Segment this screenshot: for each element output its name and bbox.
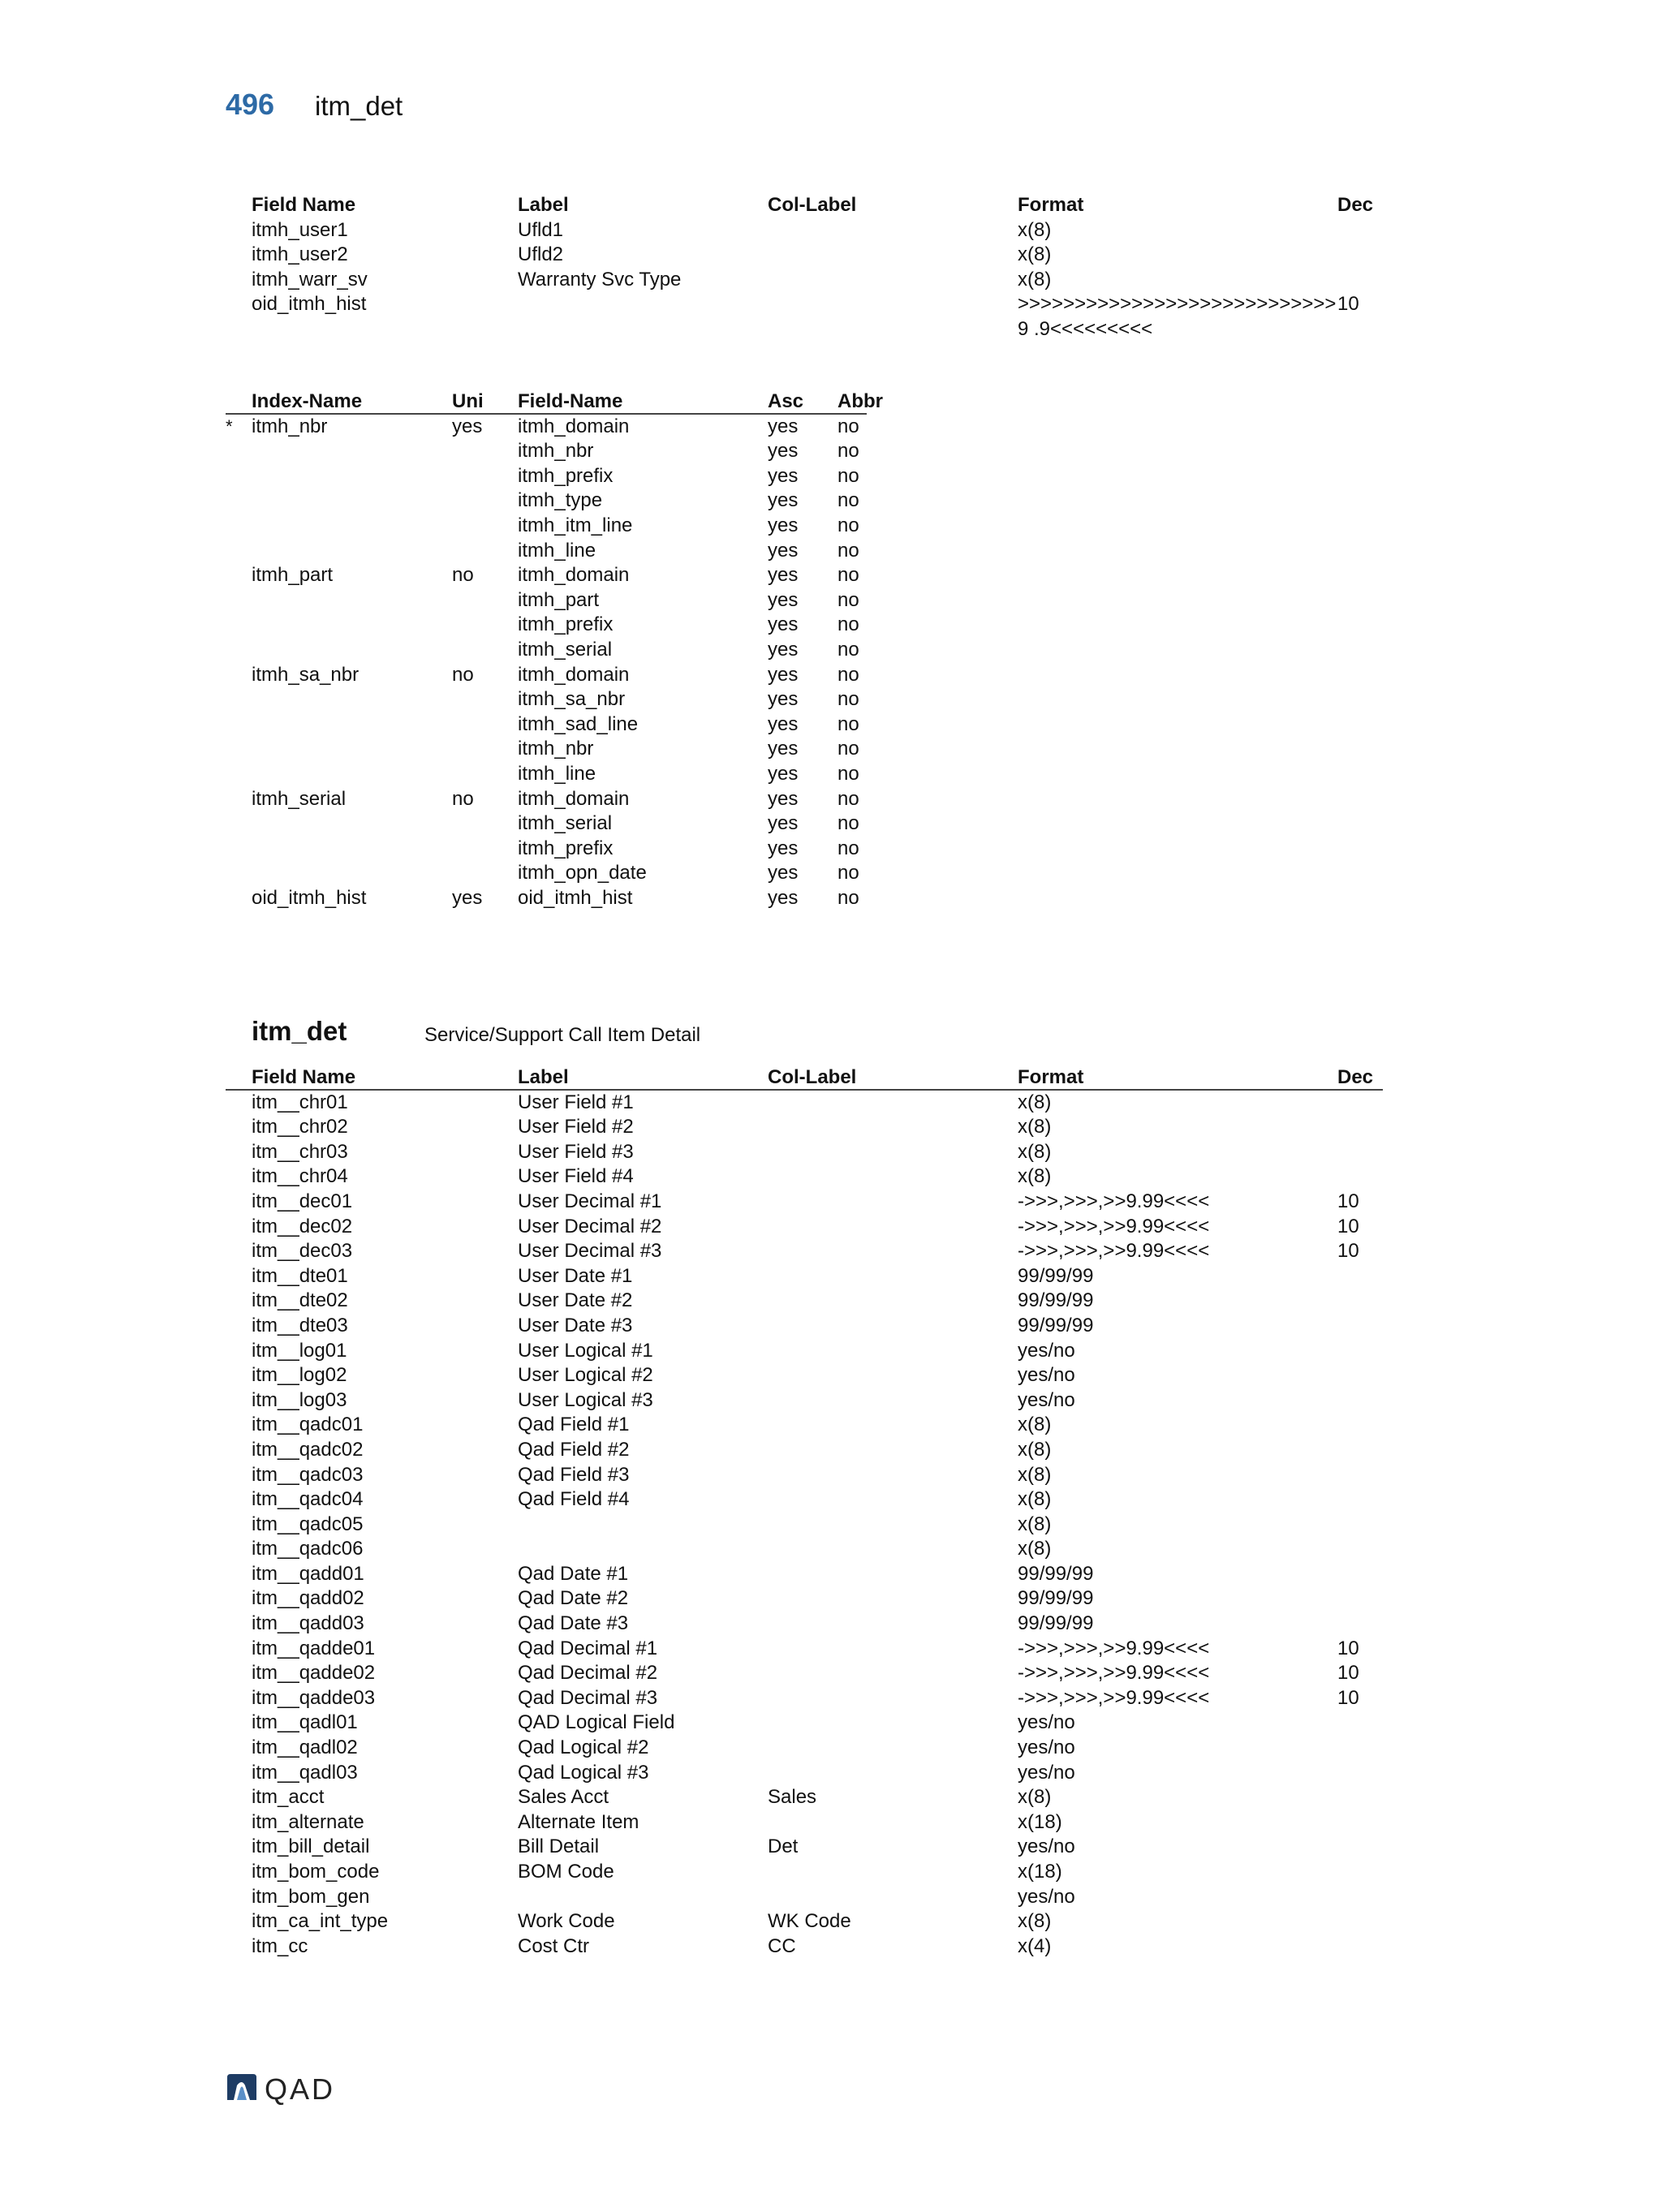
field-name-cell: itmh_user1 (252, 218, 348, 241)
field-name-cell: itmh_serial (518, 812, 613, 835)
field-name-cell: itmh_user2 (252, 243, 348, 266)
format-cell: ->>>,>>>,>>9.99<<<< (1018, 1637, 1210, 1659)
label-cell: Qad Logical #3 (518, 1761, 649, 1784)
format-cell: 99/99/99 (1018, 1587, 1094, 1610)
abbr-cell: no (837, 638, 859, 661)
asc-cell: yes (768, 464, 799, 487)
field-name-cell: itmh_sa_nbr (518, 688, 626, 711)
format-cell: yes/no (1018, 1885, 1075, 1908)
format-cell: x(18) (1018, 1810, 1062, 1833)
field-name-cell: itm__qadc02 (252, 1438, 364, 1461)
field-name-cell: itmh_sad_line (518, 712, 639, 735)
dec-cell: 10 (1337, 1215, 1359, 1237)
col-header-field-name: Field Name (252, 1066, 356, 1088)
field-name-cell: itm__qadc04 (252, 1488, 364, 1511)
label-cell: BOM Code (518, 1861, 614, 1883)
format-cell: x(8) (1018, 1538, 1052, 1560)
label-cell: User Date #3 (518, 1314, 633, 1336)
abbr-cell: no (837, 564, 859, 587)
format-cell: >>>>>>>>>>>>>>>>>>>>>>>>>>>>9 .9<<<<<<<<< (1018, 293, 1337, 340)
field-name-cell: itm__dte01 (252, 1264, 348, 1287)
abbr-cell: no (837, 688, 859, 711)
label-cell: User Field #1 (518, 1091, 634, 1113)
uni-cell: no (452, 663, 474, 686)
field-name-cell: itm_ca_int_type (252, 1910, 389, 1933)
format-cell: x(8) (1018, 1910, 1052, 1933)
label-cell: Qad Field #3 (518, 1463, 630, 1486)
label-cell: QAD Logical Field (518, 1711, 675, 1734)
format-cell: x(8) (1018, 1414, 1052, 1436)
label-cell: User Field #3 (518, 1140, 634, 1163)
format-cell: yes/no (1018, 1339, 1075, 1362)
format-cell: 99/99/99 (1018, 1289, 1094, 1312)
col-header-dec: Dec (1337, 1066, 1374, 1088)
dec-cell: 10 (1337, 1190, 1359, 1212)
primary-index-marker: * (226, 415, 233, 437)
qad-logo-mark-icon (226, 2072, 258, 2102)
format-cell: x(8) (1018, 218, 1052, 241)
col-label-cell: WK Code (768, 1910, 851, 1933)
format-cell: x(8) (1018, 1116, 1052, 1138)
format-cell: x(8) (1018, 1140, 1052, 1163)
format-cell: x(18) (1018, 1861, 1062, 1883)
format-cell: x(8) (1018, 1786, 1052, 1809)
abbr-cell: no (837, 415, 859, 437)
col-header-col-label: Col-Label (768, 194, 857, 216)
label-cell: User Decimal #2 (518, 1215, 662, 1237)
label-cell: Cost Ctr (518, 1934, 590, 1957)
field-name-cell: itmh_itm_line (518, 514, 633, 536)
label-cell: User Logical #1 (518, 1339, 653, 1362)
dec-cell: 10 (1337, 1637, 1359, 1659)
field-name-cell: itmh_warr_sv (252, 268, 368, 290)
format-cell: 99/99/99 (1018, 1264, 1094, 1287)
label-cell: User Date #1 (518, 1264, 633, 1287)
format-cell: ->>>,>>>,>>9.99<<<< (1018, 1240, 1210, 1263)
abbr-cell: no (837, 440, 859, 463)
index-name-cell: itmh_sa_nbr (252, 663, 360, 686)
field-name-cell: itm__qadde01 (252, 1637, 376, 1659)
asc-cell: yes (768, 862, 799, 884)
format-cell: x(4) (1018, 1934, 1052, 1957)
field-name-cell: itm__chr03 (252, 1140, 348, 1163)
label-cell: Sales Acct (518, 1786, 609, 1809)
field-name-cell: itmh_prefix (518, 613, 614, 636)
dec-cell: 10 (1337, 1686, 1359, 1709)
label-cell: Qad Decimal #1 (518, 1637, 658, 1659)
field-name-cell: itm__dte03 (252, 1314, 348, 1336)
asc-cell: yes (768, 514, 799, 536)
label-cell: Qad Date #2 (518, 1587, 629, 1610)
label-cell: Qad Field #4 (518, 1488, 630, 1511)
field-name-cell: itm__qadl01 (252, 1711, 358, 1734)
header-rule (226, 1089, 1383, 1091)
field-name-cell: oid_itmh_hist (252, 293, 367, 316)
section-description: Service/Support Call Item Detail (424, 1024, 701, 1046)
label-cell: User Logical #3 (518, 1388, 653, 1411)
label-cell: Ufld1 (518, 218, 564, 241)
format-cell: x(8) (1018, 1165, 1052, 1188)
qad-logo (226, 2072, 336, 2106)
field-name-cell: itm__qadd01 (252, 1562, 364, 1585)
field-name-cell: itm__chr01 (252, 1091, 348, 1113)
field-name-cell: itm__dte02 (252, 1289, 348, 1312)
col-header-label: Label (518, 1066, 569, 1088)
format-cell: yes/no (1018, 1736, 1075, 1759)
format-cell: yes/no (1018, 1711, 1075, 1734)
field-name-cell: itm__qadde03 (252, 1686, 376, 1709)
asc-cell: yes (768, 812, 799, 835)
col-label-cell: Sales (768, 1786, 817, 1809)
field-name-cell: itm__qadl03 (252, 1761, 358, 1784)
format-cell: 99/99/99 (1018, 1314, 1094, 1336)
format-cell: ->>>,>>>,>>9.99<<<< (1018, 1190, 1210, 1212)
format-cell: x(8) (1018, 1513, 1052, 1535)
format-cell: x(8) (1018, 1463, 1052, 1486)
format-cell: x(8) (1018, 243, 1052, 266)
format-cell: yes/no (1018, 1388, 1075, 1411)
asc-cell: yes (768, 613, 799, 636)
label-cell: Qad Field #2 (518, 1438, 630, 1461)
field-name-cell: itm__qadd03 (252, 1612, 364, 1635)
field-name-cell: itmh_nbr (518, 738, 594, 760)
format-cell: yes/no (1018, 1364, 1075, 1387)
format-cell: 99/99/99 (1018, 1562, 1094, 1585)
field-name-cell: itm__chr04 (252, 1165, 348, 1188)
col-header-field-name: Field-Name (518, 390, 623, 412)
format-cell: x(8) (1018, 1438, 1052, 1461)
abbr-cell: no (837, 712, 859, 735)
uni-cell: yes (452, 886, 483, 909)
col-header-format: Format (1018, 1066, 1084, 1088)
field-name-cell: itmh_serial (518, 638, 613, 661)
label-cell: Bill Detail (518, 1835, 600, 1858)
field-name-cell: itm__log03 (252, 1388, 347, 1411)
asc-cell: yes (768, 712, 799, 735)
field-name-cell: itm_alternate (252, 1810, 364, 1833)
label-cell: Qad Date #1 (518, 1562, 629, 1585)
label-cell: Work Code (518, 1910, 615, 1933)
asc-cell: yes (768, 638, 799, 661)
label-cell: Qad Field #1 (518, 1414, 630, 1436)
uni-cell: yes (452, 415, 483, 437)
field-name-cell: itm__qadc03 (252, 1463, 364, 1486)
field-name-cell: itm__dec02 (252, 1215, 353, 1237)
col-header-asc: Asc (768, 390, 804, 412)
index-name-cell: itmh_serial (252, 787, 347, 810)
label-cell: Ufld2 (518, 243, 564, 266)
field-name-cell: itmh_domain (518, 787, 630, 810)
format-cell: yes/no (1018, 1835, 1075, 1858)
field-name-cell: itm__dec01 (252, 1190, 353, 1212)
label-cell: User Decimal #1 (518, 1190, 662, 1212)
field-name-cell: itm__qadc06 (252, 1538, 364, 1560)
asc-cell: yes (768, 539, 799, 562)
field-name-cell: itm__chr02 (252, 1116, 348, 1138)
field-name-cell: itm__qadc01 (252, 1414, 364, 1436)
field-name-cell: itm_cc (252, 1934, 308, 1957)
label-cell: User Logical #2 (518, 1364, 653, 1387)
section-title: itm_det (252, 1016, 347, 1046)
asc-cell: yes (768, 886, 799, 909)
asc-cell: yes (768, 564, 799, 587)
index-name-cell: itmh_nbr (252, 415, 328, 437)
asc-cell: yes (768, 738, 799, 760)
dec-cell: 10 (1337, 1662, 1359, 1685)
uni-cell: no (452, 787, 474, 810)
label-cell: Qad Decimal #2 (518, 1662, 658, 1685)
abbr-cell: no (837, 812, 859, 835)
abbr-cell: no (837, 837, 859, 859)
format-cell: ->>>,>>>,>>9.99<<<< (1018, 1662, 1210, 1685)
field-name-cell: itm_acct (252, 1786, 325, 1809)
field-name-cell: itm__qadde02 (252, 1662, 376, 1685)
format-cell: x(8) (1018, 1488, 1052, 1511)
format-cell: ->>>,>>>,>>9.99<<<< (1018, 1215, 1210, 1237)
index-name-cell: oid_itmh_hist (252, 886, 367, 909)
abbr-cell: no (837, 787, 859, 810)
field-name-cell: itm__log02 (252, 1364, 347, 1387)
label-cell: Alternate Item (518, 1810, 639, 1833)
field-name-cell: itm_bill_detail (252, 1835, 370, 1858)
abbr-cell: no (837, 762, 859, 785)
asc-cell: yes (768, 688, 799, 711)
label-cell: User Field #2 (518, 1116, 634, 1138)
uni-cell: no (452, 564, 474, 587)
label-cell: User Date #2 (518, 1289, 633, 1312)
abbr-cell: no (837, 514, 859, 536)
field-name-cell: itm_bom_code (252, 1861, 380, 1883)
asc-cell: yes (768, 762, 799, 785)
asc-cell: yes (768, 588, 799, 611)
field-name-cell: itmh_type (518, 489, 603, 512)
field-name-cell: itm__qadc05 (252, 1513, 364, 1535)
asc-cell: yes (768, 440, 799, 463)
abbr-cell: no (837, 489, 859, 512)
col-header-index-name: Index-Name (252, 390, 363, 412)
field-name-cell: itmh_opn_date (518, 862, 647, 884)
asc-cell: yes (768, 837, 799, 859)
label-cell: User Decimal #3 (518, 1240, 662, 1263)
label-cell: User Field #4 (518, 1165, 634, 1188)
col-header-col-label: Col-Label (768, 1066, 857, 1088)
col-header-field-name: Field Name (252, 194, 356, 216)
col-header-uni: Uni (452, 390, 484, 412)
asc-cell: yes (768, 415, 799, 437)
field-name-cell: itmh_line (518, 539, 596, 562)
abbr-cell: no (837, 738, 859, 760)
field-name-cell: itm__log01 (252, 1339, 347, 1362)
dec-cell: 10 (1337, 1240, 1359, 1263)
field-name-cell: itm__dec03 (252, 1240, 353, 1263)
field-name-cell: oid_itmh_hist (518, 886, 633, 909)
col-label-cell: CC (768, 1934, 796, 1957)
abbr-cell: no (837, 464, 859, 487)
field-name-cell: itmh_domain (518, 663, 630, 686)
field-name-cell: itm_bom_gen (252, 1885, 370, 1908)
abbr-cell: no (837, 886, 859, 909)
asc-cell: yes (768, 787, 799, 810)
format-cell: ->>>,>>>,>>9.99<<<< (1018, 1686, 1210, 1709)
asc-cell: yes (768, 489, 799, 512)
field-name-cell: itm__qadl02 (252, 1736, 358, 1759)
field-name-cell: itm__qadd02 (252, 1587, 364, 1610)
format-cell: yes/no (1018, 1761, 1075, 1784)
asc-cell: yes (768, 663, 799, 686)
label-cell: Warranty Svc Type (518, 268, 682, 290)
dec-cell: 10 (1337, 293, 1359, 316)
col-header-format: Format (1018, 194, 1084, 216)
format-cell: x(8) (1018, 1091, 1052, 1113)
field-name-cell: itmh_line (518, 762, 596, 785)
label-cell: Qad Logical #2 (518, 1736, 649, 1759)
page-number: 496 (226, 88, 275, 121)
col-label-cell: Det (768, 1835, 799, 1858)
index-name-cell: itmh_part (252, 564, 334, 587)
format-cell: x(8) (1018, 268, 1052, 290)
abbr-cell: no (837, 588, 859, 611)
format-cell: 99/99/99 (1018, 1612, 1094, 1635)
field-name-cell: itmh_domain (518, 415, 630, 437)
col-header-label: Label (518, 194, 569, 216)
abbr-cell: no (837, 663, 859, 686)
field-name-cell: itmh_prefix (518, 837, 614, 859)
abbr-cell: no (837, 862, 859, 884)
field-name-cell: itmh_nbr (518, 440, 594, 463)
page-title: itm_det (315, 91, 403, 121)
label-cell: Qad Date #3 (518, 1612, 629, 1635)
field-name-cell: itmh_part (518, 588, 600, 611)
field-name-cell: itmh_domain (518, 564, 630, 587)
field-name-cell: itmh_prefix (518, 464, 614, 487)
label-cell: Qad Decimal #3 (518, 1686, 658, 1709)
col-header-abbr: Abbr (837, 390, 883, 412)
logo-text: QAD (265, 2072, 336, 2106)
abbr-cell: no (837, 539, 859, 562)
col-header-dec: Dec (1337, 194, 1374, 216)
abbr-cell: no (837, 613, 859, 636)
